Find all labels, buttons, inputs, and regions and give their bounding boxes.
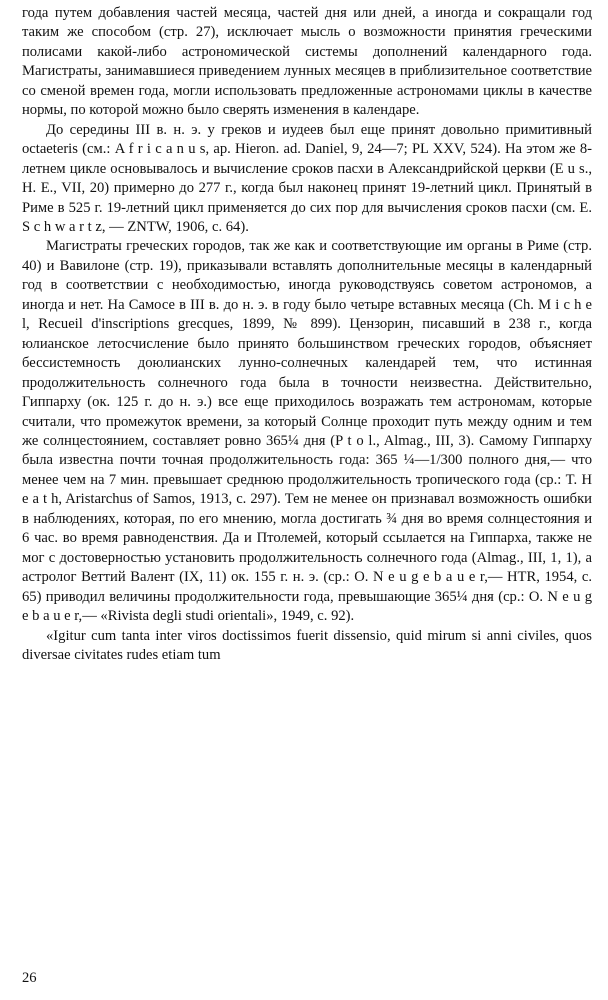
- page-number: 26: [22, 970, 37, 986]
- paragraph-3: Магистраты греческих городов, так же как и соответствующие им органы в Риме (стр. 40) и Вавилоне (стр. 19), приказывали вставлять дополнительные месяцы в календарный год в соответствии с необходимостью, иногда руководствуясь советом астрономов, а иногда и нет. На Самосе в III в. до н. э. в году было четыре вставных месяца (Ch. M i c h e l, Recueil d'inscriptions grecques, 1899, № 899). Цензорин, писавший в 238 г., когда юлианское летосчисление было принято большинством греческих городов, объясняет бессистемность доюлианских лунно-солнечных календарей тем, что истинная продолжительность солнечного года была в точности неизвестна. Действительно, Гиппарху (ок. 125 г. до н. э.) все еще приходилось возражать тем астрономам, которые считали, что промежуток времени, за который Солнце проходит путь между одним и тем же солнцестоянием, составляет ровно 365¼ дня (P t o l., Almag., III, 3). Самому Гиппарху была известна почти точная продолжительность года: 365 ¼—1/300 полного дня,— что менее чем на 7 мин. превышает среднюю продолжительность тропического года (ср.: T. H e a t h, Aristarchus of Samos, 1913, с. 297). Тем не менее он признавал возможность ошибки в наблюдениях, которая, по его мнению, могла достигать ¾ дня во время солнцестояния и 6 час. во время равноденствия. Да и Птолемей, который ссылается на Гиппарха, также не мог с достоверностью установить продолжительность солнечного года (Almag., III, 1, 1), а астролог Веттий Валент (IX, 11) ок. 155 г. н. э. (ср.: O. N e u g e b a u e r,— HTR, 1954, с. 65) приводил величины продолжительности года, превышающие 365¼ дня (ср.: O. N e u g e b a u e r,— «Rivista degli studi orientali», 1949, с. 92).: [22, 238, 592, 625]
- paragraph-2: До середины III в. н. э. у греков и иудеев был еще принят довольно примитивный octaeteris (см.: A f r i c a n u s, ap. Hieron. ad. Daniel, 9, 24—7; PL XXV, 524). На этом же 8-летнем цикле основывалось и вычисление сроков пасхи в Александрийской церкви (E u s., H. E., VII, 20) примерно до 277 г., когда был наконец принят 19-летний цикл. Принятый в Риме в 525 г. 19-летний цикл применяется до сих пор для вычисления сроков пасхи (см. E. S c h w a r t z, — ZNTW, 1906, с. 64).: [22, 121, 592, 235]
- paragraph-4: «Igitur cum tanta inter viros doctissimos fuerit dissensio, quid mirum si anni civiles, quos diversae civitates rudes etiam tum: [22, 627, 592, 663]
- paragraph-1: года путем добавления частей месяца, частей дня или дней, а иногда и сокращали год таким же способом (стр. 27), исключает мысль о возможности принятия греческими полисами какой-либо астрономической системы дополнений календарного года. Магистраты, занимавшиеся приведением лунных месяцев в приблизительное соответствие со сменой времен года, могли использовать предложенные астрономами циклы в качестве нормы, по которой можно было сверять изменения в календаре.: [22, 5, 592, 119]
- body-text: [22, 4, 592, 665]
